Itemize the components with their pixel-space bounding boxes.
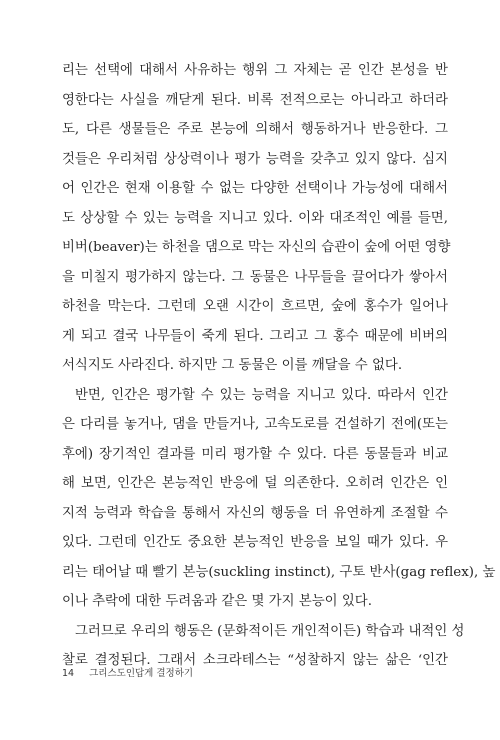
text-line: 해 보면, 인간은 본능적인 반응에 덜 의존한다. 오히려 인간은 인 — [62, 476, 448, 491]
running-title: 그리스도인답게 결정하기 — [89, 668, 194, 679]
text-line: 은 다리를 놓거나, 댐을 만들거나, 고속도로를 건설하기 전에(또는 — [62, 417, 448, 432]
body-text — [62, 56, 496, 676]
text-line: 도, 다른 생물들은 주로 본능에 의해서 행동하거나 반응한다. 그 — [62, 122, 448, 137]
text-line: 이나 추락에 대한 두려움과 같은 몇 가지 본능이 있다. — [62, 594, 372, 609]
text-line: 그러므로 우리의 행동은 (문화적이든 개인적이든) 학습과 내적인 성 — [75, 623, 465, 639]
text-line: 있다. 그런데 인간도 중요한 본능적인 반응을 보일 때가 있다. 우 — [62, 535, 448, 550]
text-line: 반면, 인간은 평가할 수 있는 능력을 지니고 있다. 따라서 인간 — [75, 387, 448, 403]
text-line: 비버(beaver)는 하천을 댐으로 막는 자신의 습관이 숲에 어떤 영향 — [62, 240, 451, 255]
page-number: 14 — [62, 668, 75, 679]
text-line: 어 인간은 현재 이용할 수 없는 다양한 선택이나 가능성에 대해서 — [62, 181, 448, 196]
text-line: 도 상상할 수 있는 능력을 지니고 있다. 이와 대조적인 예를 들면, — [62, 210, 448, 226]
text-line: 리는 태어날 때 빨기 본능(suckling instinct), 구토 반사(gag reflex), 높 — [62, 564, 496, 580]
text-line: 후에) 장기적인 결과를 미리 평가할 수 있다. 다른 동물들과 비교 — [62, 446, 448, 462]
text-line: 서식지도 사라진다. 하지만 그 동물은 이를 깨달을 수 없다. — [62, 358, 403, 373]
text-line: 지적 능력과 학습을 통해서 자신의 행동을 더 유연하게 조절할 수 — [62, 505, 448, 521]
text-line: 게 되고 결국 나무들이 죽게 된다. 그리고 그 홍수 때문에 비버의 — [62, 328, 448, 344]
text-line: 을 미칠지 평가하지 않는다. 그 동물은 나무들을 끌어다가 쌓아서 — [62, 269, 448, 285]
text-line: 리는 선택에 대해서 사유하는 행위 그 자체는 곧 인간 본성을 반 — [62, 63, 448, 78]
text-line: 영한다는 사실을 깨닫게 된다. 비록 전적으로는 아니라고 하더라 — [62, 92, 448, 108]
text-line: 하천을 막는다. 그런데 오랜 시간이 흐르면, 숲에 홍수가 일어나 — [62, 299, 448, 314]
text-line: 찰로 결정된다. 그래서 소크라테스는 “성찰하지 않는 삶은 ‘인간 — [62, 653, 448, 668]
text-line: 것들은 우리처럼 상상력이나 평가 능력을 갖추고 있지 않다. 심지 — [62, 151, 448, 167]
page-footer — [62, 665, 193, 679]
